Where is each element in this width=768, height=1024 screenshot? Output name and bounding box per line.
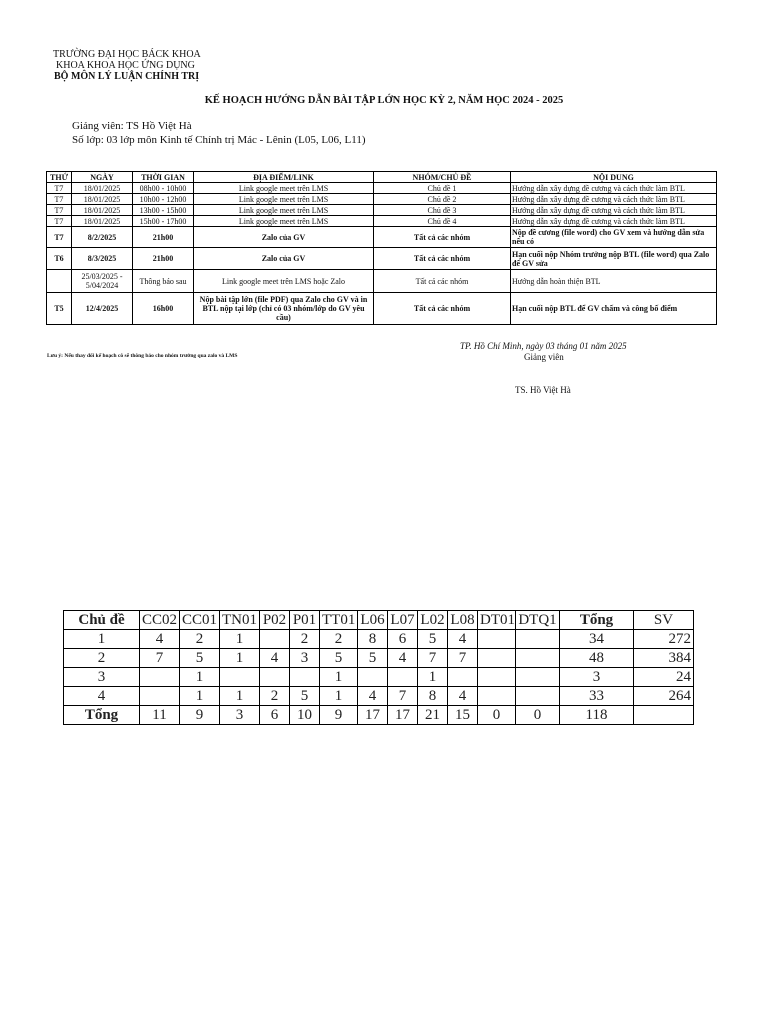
summary-col-header: TT01	[320, 611, 358, 630]
summary-col-header: CC02	[140, 611, 180, 630]
summary-cell	[260, 668, 290, 687]
col-header-content: NỘI DUNG	[511, 172, 717, 183]
table-row	[64, 630, 694, 649]
cell-content: Hướng dẫn xây dựng đề cương và cách thức làm BTL	[511, 194, 717, 205]
summary-cell: 7	[448, 649, 478, 668]
cell-date: 18/01/2025	[72, 205, 133, 216]
summary-cell: 17	[388, 706, 418, 725]
cell-location: Zalo của GV	[194, 248, 374, 270]
col-header-date: NGÀY	[72, 172, 133, 183]
table-row	[47, 216, 717, 227]
col-header-location: ĐỊA ĐIỂM/LINK	[194, 172, 374, 183]
summary-cell	[140, 668, 180, 687]
summary-cell: 4	[448, 630, 478, 649]
summary-cell: 1	[180, 687, 220, 706]
cell-day: T7	[47, 216, 72, 227]
summary-cell	[478, 668, 516, 687]
summary-cell: 5	[418, 630, 448, 649]
table-row	[47, 227, 717, 248]
summary-cell: 1	[64, 630, 140, 649]
summary-cell: 2	[180, 630, 220, 649]
summary-cell: 15	[448, 706, 478, 725]
table-row	[64, 649, 694, 668]
summary-cell	[220, 668, 260, 687]
summary-cell: 4	[448, 687, 478, 706]
summary-cell: 4	[358, 687, 388, 706]
summary-cell: 3	[290, 649, 320, 668]
cell-time: 08h00 - 10h00	[133, 183, 194, 194]
cell-group: Chủ đề 3	[374, 205, 511, 216]
col-header-day: THỨ	[47, 172, 72, 183]
summary-cell: 34	[560, 630, 634, 649]
cell-content: Hạn cuối nộp Nhóm trưởng nộp BTL (file word) qua Zalo để GV sửa	[511, 248, 717, 270]
summary-cell: 7	[140, 649, 180, 668]
summary-col-header: DT01	[478, 611, 516, 630]
summary-cell	[478, 630, 516, 649]
summary-cell: 3	[64, 668, 140, 687]
cell-date: 8/3/2025	[72, 248, 133, 270]
summary-cell: 3	[560, 668, 634, 687]
summary-cell: 1	[220, 649, 260, 668]
summary-cell: 33	[560, 687, 634, 706]
summary-cell: 1	[220, 630, 260, 649]
cell-location: Link google meet trên LMS hoặc Zalo	[194, 270, 374, 293]
summary-cell: 2	[260, 687, 290, 706]
summary-cell: 2	[320, 630, 358, 649]
summary-cell	[516, 630, 560, 649]
cell-location: Link google meet trên LMS	[194, 205, 374, 216]
summary-cell: 2	[290, 630, 320, 649]
summary-col-header: P01	[290, 611, 320, 630]
table-row	[47, 183, 717, 194]
col-header-time: THỜI GIAN	[133, 172, 194, 183]
summary-col-header: Tổng	[560, 611, 634, 630]
summary-cell: 1	[320, 668, 358, 687]
cell-date: 18/01/2025	[72, 216, 133, 227]
summary-cell	[290, 668, 320, 687]
summary-cell: 0	[516, 706, 560, 725]
summary-cell: 6	[260, 706, 290, 725]
summary-cell: 5	[320, 649, 358, 668]
summary-cell: 9	[320, 706, 358, 725]
cell-date: 18/01/2025	[72, 194, 133, 205]
summary-cell: 7	[418, 649, 448, 668]
cell-content: Hướng dẫn hoàn thiện BTL	[511, 270, 717, 293]
cell-day: T7	[47, 205, 72, 216]
cell-content: Hạn cuối nộp BTL để GV chấm và công bố điểm	[511, 293, 717, 325]
cell-day: T6	[47, 248, 72, 270]
cell-time: 21h00	[133, 227, 194, 248]
lecturer-line: Giảng viên: TS Hồ Việt Hà	[72, 120, 192, 132]
summary-cell: 5	[180, 649, 220, 668]
summary-col-header: L07	[388, 611, 418, 630]
signer-name: TS. Hồ Việt Hà	[515, 385, 571, 395]
table-row	[47, 205, 717, 216]
table-row	[64, 668, 694, 687]
table-row	[47, 270, 717, 293]
summary-cell: 1	[418, 668, 448, 687]
signer-role: Giảng viên	[524, 352, 564, 362]
summary-cell: 6	[388, 630, 418, 649]
summary-cell: 118	[560, 706, 634, 725]
summary-cell: 10	[290, 706, 320, 725]
summary-cell: 24	[634, 668, 694, 687]
summary-cell	[478, 649, 516, 668]
cell-group: Tất cả các nhóm	[374, 248, 511, 270]
cell-date: 8/2/2025	[72, 227, 133, 248]
plan-table-header	[47, 172, 717, 183]
summary-cell: 272	[634, 630, 694, 649]
summary-cell	[448, 668, 478, 687]
note-text: Lưu ý: Nếu thay đổi kế hoạch cô sẽ thông báo cho nhóm trưởng qua zalo và LMS	[47, 353, 238, 359]
summary-cell: 17	[358, 706, 388, 725]
summary-cell: 48	[560, 649, 634, 668]
summary-cell: 11	[140, 706, 180, 725]
summary-col-header: SV	[634, 611, 694, 630]
summary-cell: 8	[358, 630, 388, 649]
cell-date: 18/01/2025	[72, 183, 133, 194]
cell-location: Link google meet trên LMS	[194, 216, 374, 227]
cell-location: Zalo của GV	[194, 227, 374, 248]
summary-cell: 384	[634, 649, 694, 668]
summary-cell	[516, 687, 560, 706]
cell-day: T7	[47, 227, 72, 248]
cell-day: T7	[47, 183, 72, 194]
table-row	[64, 687, 694, 706]
summary-cell	[140, 687, 180, 706]
cell-time: 15h00 - 17h00	[133, 216, 194, 227]
summary-cell: 1	[320, 687, 358, 706]
summary-col-header: TN01	[220, 611, 260, 630]
table-row	[47, 248, 717, 270]
summary-cell	[260, 630, 290, 649]
classes-line: Số lớp: 03 lớp môn Kinh tế Chính trị Mác - Lênin (L05, L06, L11)	[72, 134, 366, 146]
cell-group: Tất cả các nhóm	[374, 270, 511, 293]
summary-cell: 3	[220, 706, 260, 725]
summary-cell: 21	[418, 706, 448, 725]
summary-cell: 4	[260, 649, 290, 668]
cell-content: Hướng dẫn xây dựng đề cương và cách thức làm BTL	[511, 183, 717, 194]
summary-cell	[516, 649, 560, 668]
summary-cell: 4	[388, 649, 418, 668]
summary-col-header: P02	[260, 611, 290, 630]
summary-cell: 9	[180, 706, 220, 725]
cell-date: 25/03/2025 - 5/04/2024	[72, 270, 133, 293]
cell-location: Nộp bài tập lớn (file PDF) qua Zalo cho GV và in BTL nộp tại lớp (chỉ có 03 nhóm/lớp do GV yêu cầu)	[194, 293, 374, 325]
summary-header-row	[64, 611, 694, 630]
cell-date: 12/4/2025	[72, 293, 133, 325]
table-row	[47, 293, 717, 325]
cell-location: Link google meet trên LMS	[194, 194, 374, 205]
place-date: TP. Hồ Chí Minh, ngày 03 tháng 01 năm 2025	[460, 341, 627, 351]
summary-col-header: L08	[448, 611, 478, 630]
summary-cell: 5	[290, 687, 320, 706]
summary-cell: 264	[634, 687, 694, 706]
cell-time: 21h00	[133, 248, 194, 270]
cell-day: T5	[47, 293, 72, 325]
plan-table	[46, 171, 717, 325]
cell-group: Chủ đề 1	[374, 183, 511, 194]
cell-day	[47, 270, 72, 293]
cell-location: Link google meet trên LMS	[194, 183, 374, 194]
summary-cell	[478, 687, 516, 706]
summary-cell: 1	[180, 668, 220, 687]
university-name: TRƯỜNG ĐẠI HỌC BÁCK KHOA	[53, 49, 201, 60]
cell-time: 13h00 - 15h00	[133, 205, 194, 216]
summary-cell: 0	[478, 706, 516, 725]
cell-time: 16h00	[133, 293, 194, 325]
document-title: KẾ HOẠCH HƯỚNG DẪN BÀI TẬP LỚN HỌC KỲ 2, NĂM HỌC 2024 - 2025	[204, 95, 564, 106]
summary-cell: Tổng	[64, 706, 140, 725]
faculty-name: KHOA KHOA HỌC ỨNG DỤNG	[56, 60, 195, 71]
summary-cell	[388, 668, 418, 687]
cell-time: 10h00 - 12h00	[133, 194, 194, 205]
summary-cell: 7	[388, 687, 418, 706]
cell-content: Hướng dẫn xây dựng đề cương và cách thức làm BTL	[511, 216, 717, 227]
cell-content: Nộp đề cương (file word) cho GV xem và hướng dẫn sửa nếu có	[511, 227, 717, 248]
summary-cell: 2	[64, 649, 140, 668]
summary-table	[63, 610, 694, 725]
cell-group: Tất cả các nhóm	[374, 227, 511, 248]
summary-cell: 4	[140, 630, 180, 649]
cell-content: Hướng dẫn xây dựng đề cương và cách thức làm BTL	[511, 205, 717, 216]
summary-col-header: Chủ đề	[64, 611, 140, 630]
summary-cell	[516, 668, 560, 687]
department-name: BỘ MÔN LÝ LUẬN CHÍNH TRỊ	[54, 71, 200, 82]
summary-cell	[634, 706, 694, 725]
summary-col-header: L06	[358, 611, 388, 630]
summary-col-header: DTQ1	[516, 611, 560, 630]
summary-col-header: CC01	[180, 611, 220, 630]
cell-group: Chủ đề 2	[374, 194, 511, 205]
col-header-group: NHÓM/CHỦ ĐỀ	[374, 172, 511, 183]
cell-group: Chủ đề 4	[374, 216, 511, 227]
summary-col-header: L02	[418, 611, 448, 630]
summary-cell	[358, 668, 388, 687]
summary-cell: 8	[418, 687, 448, 706]
summary-cell: 4	[64, 687, 140, 706]
table-row	[64, 706, 694, 725]
summary-cell: 1	[220, 687, 260, 706]
cell-time: Thông báo sau	[133, 270, 194, 293]
cell-day: T7	[47, 194, 72, 205]
cell-group: Tất cả các nhóm	[374, 293, 511, 325]
table-row	[47, 194, 717, 205]
summary-cell: 5	[358, 649, 388, 668]
